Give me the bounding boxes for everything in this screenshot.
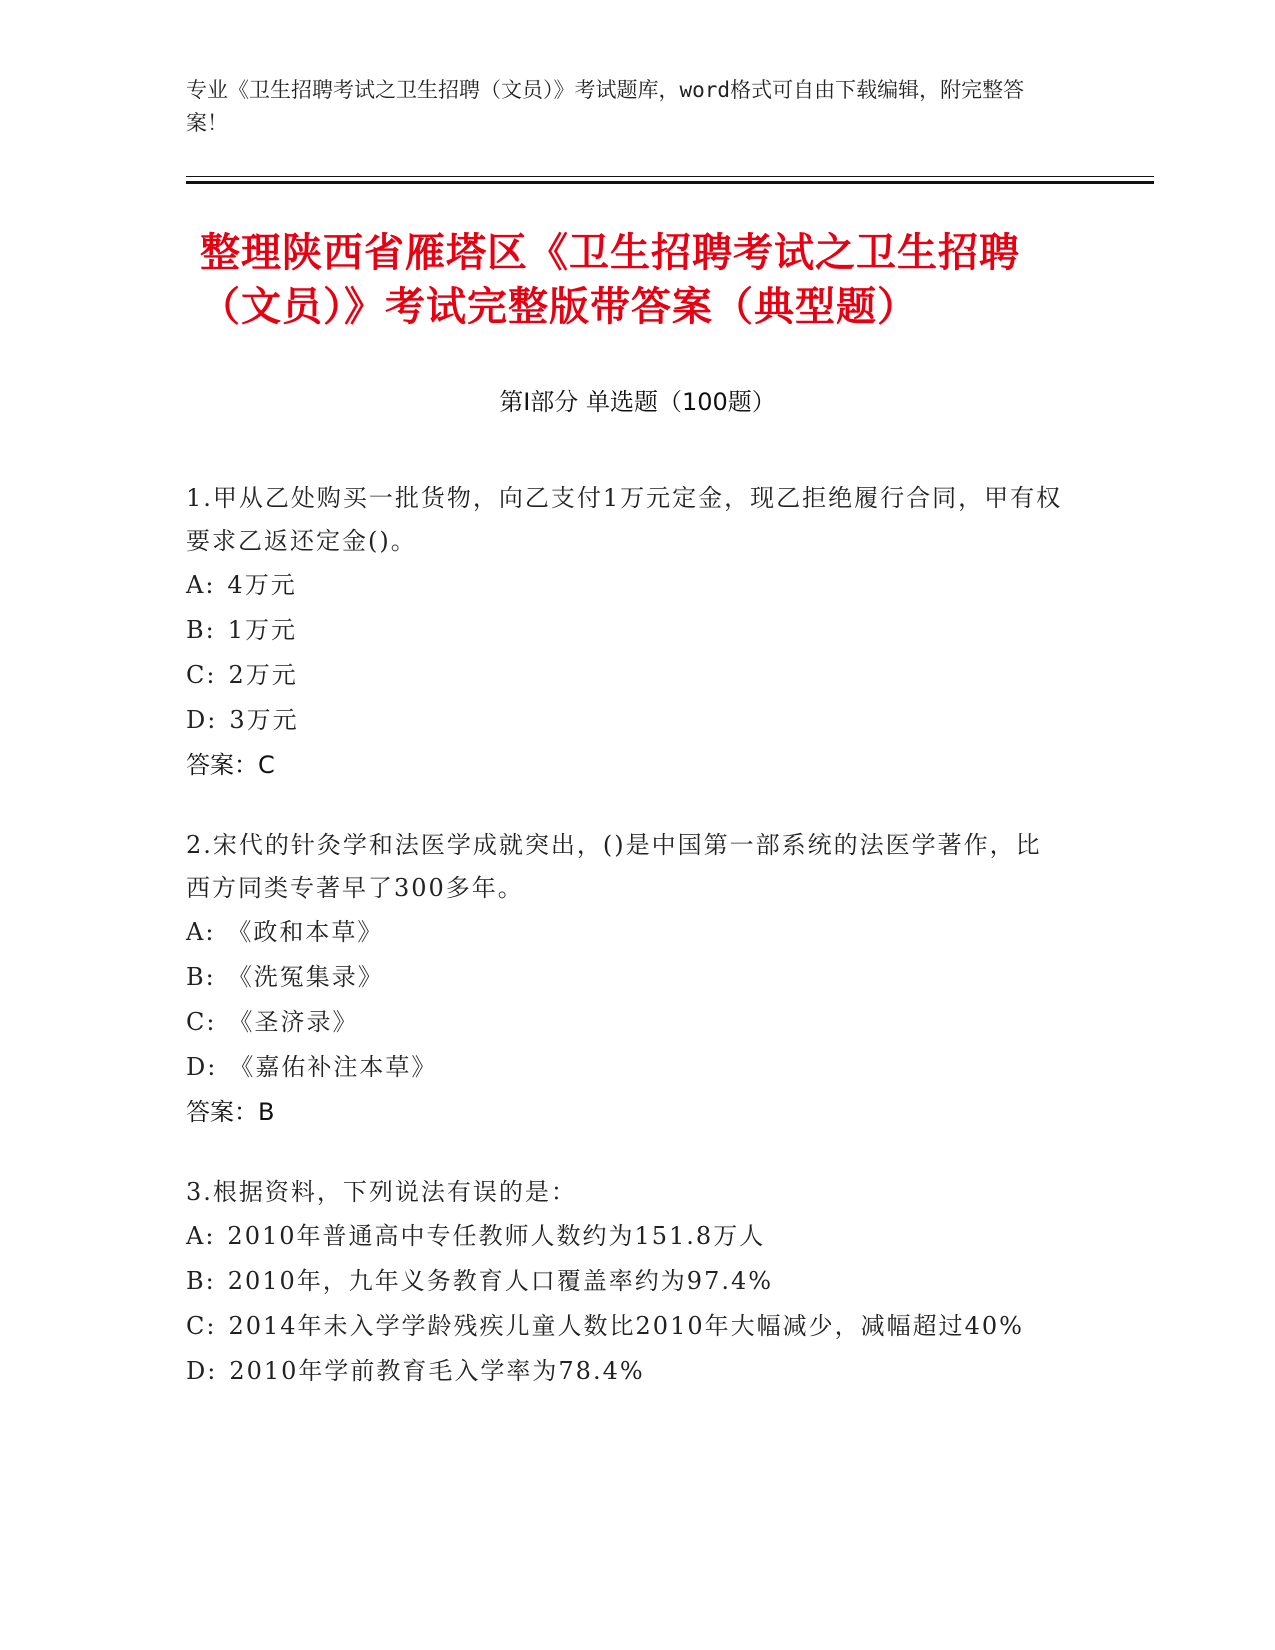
- option-text: 2014年未入学学龄残疾儿童人数比2010年大幅减少，减幅超过40%: [228, 1312, 1024, 1340]
- option-text: 《洗冤集录》: [227, 963, 384, 991]
- option-text: 3万元: [229, 706, 299, 734]
- option-letter: B:: [186, 963, 216, 991]
- option-letter: B:: [186, 1267, 216, 1295]
- option-d: [186, 1045, 1066, 1090]
- header-divider-thick: [186, 181, 1154, 184]
- option-d: [186, 1349, 1066, 1394]
- option-letter: C:: [186, 661, 217, 689]
- option-letter: D:: [186, 1053, 218, 1081]
- option-letter: D:: [186, 1357, 218, 1385]
- option-a: [186, 1214, 1066, 1259]
- document-title: 整理陕西省雁塔区《卫生招聘考试之卫生招聘（文员）》考试完整版带答案（典型题）: [200, 230, 1020, 330]
- option-c: [186, 1000, 1066, 1045]
- question-stem: 1.甲从乙处购买一批货物，向乙支付1万元定金，现乙拒绝履行合同，甲有权要求乙返还定金()。: [186, 484, 1063, 555]
- answer-line: 答案：B: [186, 1098, 275, 1126]
- option-a: [186, 563, 1066, 608]
- option-text: 4万元: [227, 571, 297, 599]
- option-b: [186, 955, 1066, 1000]
- question-list: [186, 477, 1066, 1430]
- option-a: [186, 910, 1066, 955]
- header-note: 专业《卫生招聘考试之卫生招聘（文员）》考试题库，word格式可自由下载编辑，附完整答案！: [186, 78, 1025, 135]
- header-divider-thin: [186, 176, 1154, 177]
- option-text: 《圣济录》: [228, 1008, 359, 1036]
- option-text: 2010年学前教育毛入学率为78.4%: [229, 1357, 645, 1385]
- option-c: [186, 1304, 1066, 1349]
- question-1: [186, 477, 1066, 788]
- option-text: 2010年普通高中专任教师人数约为151.8万人: [227, 1222, 766, 1250]
- option-c: [186, 653, 1066, 698]
- option-letter: A:: [186, 918, 216, 946]
- option-text: 《政和本草》: [227, 918, 384, 946]
- option-letter: A:: [186, 571, 216, 599]
- option-text: 2010年，九年义务教育人口覆盖率约为97.4%: [227, 1267, 774, 1295]
- question-stem: 3.根据资料，下列说法有误的是：: [186, 1178, 577, 1206]
- option-b: [186, 608, 1066, 653]
- option-text: 1万元: [227, 616, 298, 644]
- option-b: [186, 1259, 1066, 1304]
- question-stem: 2.宋代的针灸学和法医学成就突出，()是中国第一部系统的法医学著作，比西方同类专著早了300多年。: [186, 831, 1042, 902]
- option-letter: B:: [186, 616, 216, 644]
- section-title: 第Ⅰ部分 单选题（100题）: [499, 388, 776, 416]
- option-text: 2万元: [228, 661, 298, 689]
- question-2: [186, 824, 1066, 1135]
- question-3: [186, 1171, 1066, 1394]
- option-letter: C:: [186, 1008, 217, 1036]
- option-text: 《嘉佑补注本草》: [229, 1053, 438, 1081]
- option-letter: A:: [186, 1222, 216, 1250]
- option-d: [186, 698, 1066, 743]
- option-letter: D:: [186, 706, 218, 734]
- option-letter: C:: [186, 1312, 217, 1340]
- answer-line: 答案：C: [186, 751, 275, 779]
